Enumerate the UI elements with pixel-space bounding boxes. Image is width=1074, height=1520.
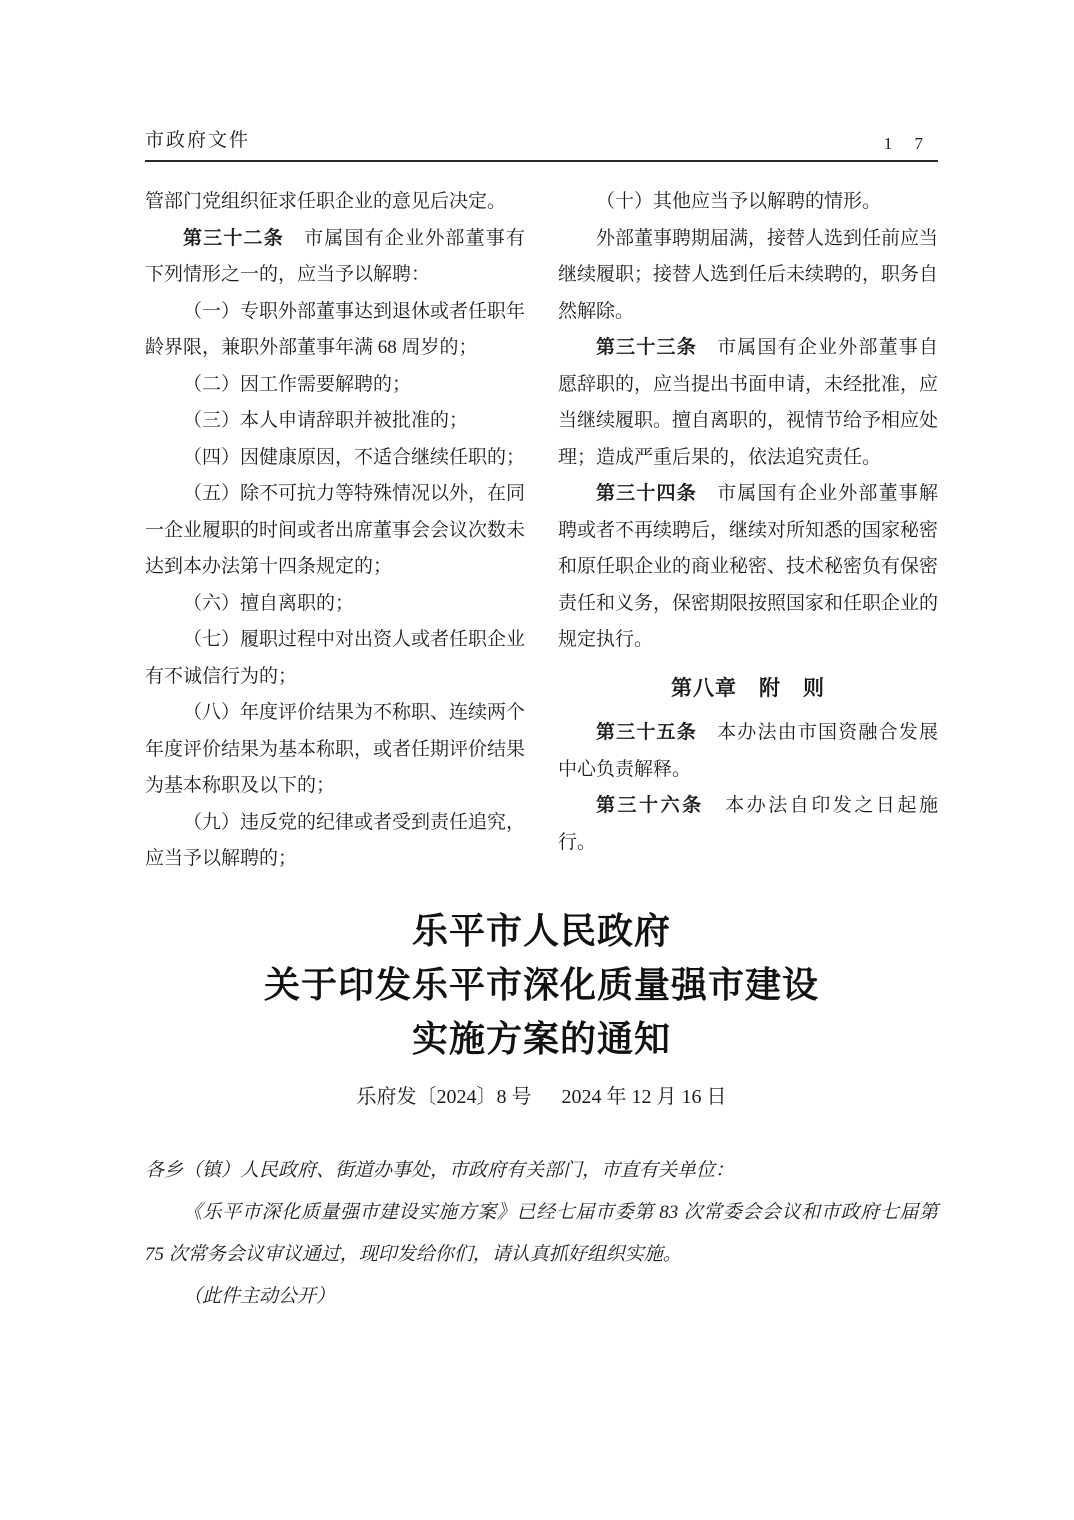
clause-item-3 [145,403,525,440]
article-36-number: 第三十六条 [596,795,704,816]
notice-main-paragraph: 《乐平市深化质量强市建设实施方案》已经七届市委第 83 次常委会会议和市政府七届第 75 次常务会议审议通过，现印发给你们，请认真抓好组织实施。 [145,1201,938,1265]
header-doc-type: 市政府文件 [145,130,251,151]
clause-item-6 [145,586,525,623]
publicity-note: （此件主动公开） [183,1285,336,1307]
paragraph-text: （二）因工作需要解聘的； [183,373,412,395]
article-32-number: 第三十二条 [183,227,284,249]
article-34 [558,476,938,659]
paragraph-text: 本办法自印发之日起施行。 [558,795,938,853]
clause-item-9 [145,805,525,878]
paragraph-text: （六）擅自离职的； [183,592,355,614]
paragraph-text: 管部门党组织征求任职企业的意见后决定。 [145,191,507,212]
article-33-number: 第三十三条 [596,337,697,358]
notice-title-line-2: 关于印发乐平市深化质量强市建设 [263,964,819,1005]
clause-item-10 [558,184,938,221]
paragraph-text: （八）年度评价结果为不称职、连续两个年度评价结果为基本称职，或者任期评价结果为基本称职及以下的； [145,702,526,796]
docket-line [145,1082,938,1112]
page-number: 1 7 [883,134,932,153]
addressees-line: 各乡（镇）人民政府、街道办事处，市政府有关部门，市直有关单位： [145,1159,735,1181]
document-date: 2024 年 12 月 16 日 [561,1085,727,1108]
article-34-number: 第三十四条 [596,483,697,504]
paragraph-text: （十）其他应当予以解聘的情形。 [596,191,882,212]
page-header [145,130,938,162]
article-36 [558,788,938,861]
paragraph-text: （三）本人申请辞职并被批准的； [183,410,469,431]
clause-item-1 [145,294,525,367]
notice-title-line-1: 乐平市人民政府 [411,910,671,951]
regulation-columns [145,184,938,878]
clause-item-7 [145,622,525,695]
paragraph-text: （四）因健康原因，不适合继续任职的； [183,446,526,468]
paragraph-text: （九）违反党的纪律或者受到责任追究，应当予以解聘的； [145,811,526,869]
notice-section [145,904,938,1318]
paragraph-text: 本办法由市国资融合发展中心负责解释。 [558,722,938,780]
right-column [558,184,938,878]
paragraph-text: 市属国有企业外部董事解聘或者不再续聘后，继续对所知悉的国家秘密和原任职企业的商业秘密、技术秘密负有保密责任和义务，保密期限按照国家和任职企业的规定执行。 [558,483,939,650]
paragraph-term-expiry [558,221,938,331]
article-33 [558,330,938,476]
notice-body [145,1150,938,1318]
notice-title-line-3: 实施方案的通知 [411,1018,671,1059]
article-32 [145,221,525,294]
paragraph-continued [145,184,525,221]
clause-item-8 [145,695,525,805]
article-35 [558,715,938,788]
chapter-8-heading: 第八章 附 则 [671,676,825,700]
paragraph-text: 市属国有企业外部董事有下列情形之一的，应当予以解聘： [145,227,525,285]
paragraph-text: 外部董事聘期届满，接替人选到任前应当继续履职；接替人选到任后未续聘的，职务自然解除。 [558,227,939,322]
document-number: 乐府发〔2024〕8 号 [356,1085,532,1108]
clause-item-4 [145,440,525,477]
clause-item-2 [145,367,525,404]
paragraph-text: （七）履职过程中对出资人或者任职企业有不诚信行为的； [145,629,526,687]
paragraph-text: （五）除不可抗力等特殊情况以外，在同一企业履职的时间或者出席董事会会议次数未达到本办法第十四条规定的； [145,483,526,577]
paragraph-text: 市属国有企业外部董事自愿辞职的，应当提出书面申请，未经批准，应当继续履职。擅自离职的，视情节给予相应处理；造成严重后果的，依法追究责任。 [558,337,939,468]
left-column [145,184,525,878]
paragraph-text: （一）专职外部董事达到退休或者任职年龄界限，兼职外部董事年满 68 周岁的； [145,300,526,358]
clause-item-5 [145,476,525,586]
article-35-number: 第三十五条 [596,722,697,743]
notice-title [145,904,938,1066]
